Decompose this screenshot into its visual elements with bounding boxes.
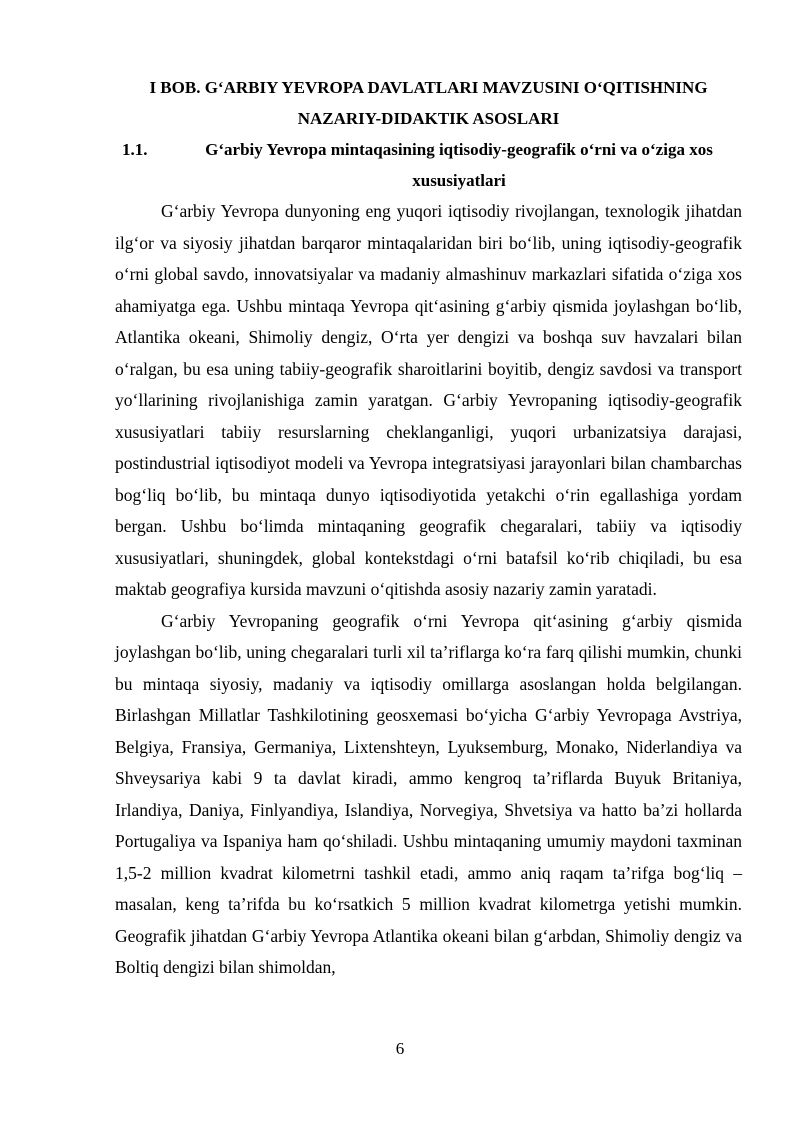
chapter-title: [115, 72, 742, 134]
chapter-title-line2: NAZARIY-DIDAKTIK ASOSLARI: [297, 109, 560, 128]
section-title: G‘arbiy Yevropa mintaqasining iqtisodiy-geografik o‘rni va o‘ziga xos xususiyatlari: [205, 140, 713, 190]
body-paragraph-2: G‘arbiy Yevropaning geografik o‘rni Yevropa qit‘asining g‘arbiy qismida joylashgan bo‘lib, uning chegaralari turli xil ta’riflarga ko‘ra farq qilishi mumkin, chunki bu mintaqa siyosiy, madaniy va iqtisodiy omillarga asoslangan holda belgilangan. Birlashgan Millatlar Tashkilotining geosxemasi bo‘yicha G‘arbiy Yevropaga Avstriya, Belgiya, Fransiya, Germaniya, Lixtenshteyn, Lyuksemburg, Monako, Niderlandiya va Shveysariya kabi 9 ta davlat kiradi, ammo kengroq ta’riflarda Buyuk Britaniya, Irlandiya, Daniya, Finlyandiya, Islandiya, Norvegiya, Shvetsiya va hatto ba’zi hollarda Portugaliya va Ispaniya ham qo‘shiladi. Ushbu mintaqaning umumiy maydoni taxminan 1,5-2 million kvadrat kilometrni tashkil etadi, ammo aniq raqam ta’rifga bog‘liq – masalan, keng ta’rifda bu ko‘rsatkich 5 million kvadrat kilometrga yetishi mumkin. Geografik jihatdan G‘arbiy Yevropa Atlantika okeani bilan g‘arbdan, Shimoliy dengiz va Boltiq dengizi bilan shimoldan,: [115, 610, 742, 977]
section-heading: [115, 134, 742, 196]
body-paragraph-1: G‘arbiy Yevropa dunyoning eng yuqori iqtisodiy rivojlangan, texnologik jihatdan ilg‘or va siyosiy jihatdan barqaror mintaqalaridan biri bo‘lib, uning iqtisodiy-geografik o‘rni global savdo, innovatsiyalar va madaniy almashinuv markazlari sifatida o‘ziga xos ahamiyatga ega. Ushbu mintaqa Yevropa qit‘asining g‘arbiy qismida joylashgan bo‘lib, Atlantika okeani, Shimoliy dengiz, O‘rta yer dengizi va boshqa suv havzalari bilan o‘ralgan, bu esa uning tabiiy-geografik sharoitlarini boyitib, dengiz savdosi va transport yo‘llarining rivojlanishiga zamin yaratgan. G‘arbiy Yevropaning iqtisodiy-geografik xususiyatlari tabiiy resurslarning cheklanganligi, yuqori urbanizatsiya darajasi, postindustrial iqtisodiyot modeli va Yevropa integratsiyasi jarayonlari bilan chambarchas bog‘liq bo‘lib, bu mintaqa dunyo iqtisodiyotida yetakchi o‘rin egallashiga yordam bergan. Ushbu bo‘limda mintaqaning geografik chegaralari, tabiiy va iqtisodiy xususiyatlari, shuningdek, global kontekstdagi o‘rni batafsil ko‘rib chiqiladi, bu esa maktab geografiya kursida mavzuni o‘qitishda asosiy nazariy zamin yaratadi.: [115, 201, 742, 599]
page-number: 6: [395, 1039, 405, 1058]
document-page: [115, 72, 742, 984]
section-number: 1.1.: [122, 140, 148, 159]
chapter-title-line1: I BOB. G‘ARBIY YEVROPA DAVLATLARI MAVZUSINI O‘QITISHNING: [149, 78, 708, 97]
